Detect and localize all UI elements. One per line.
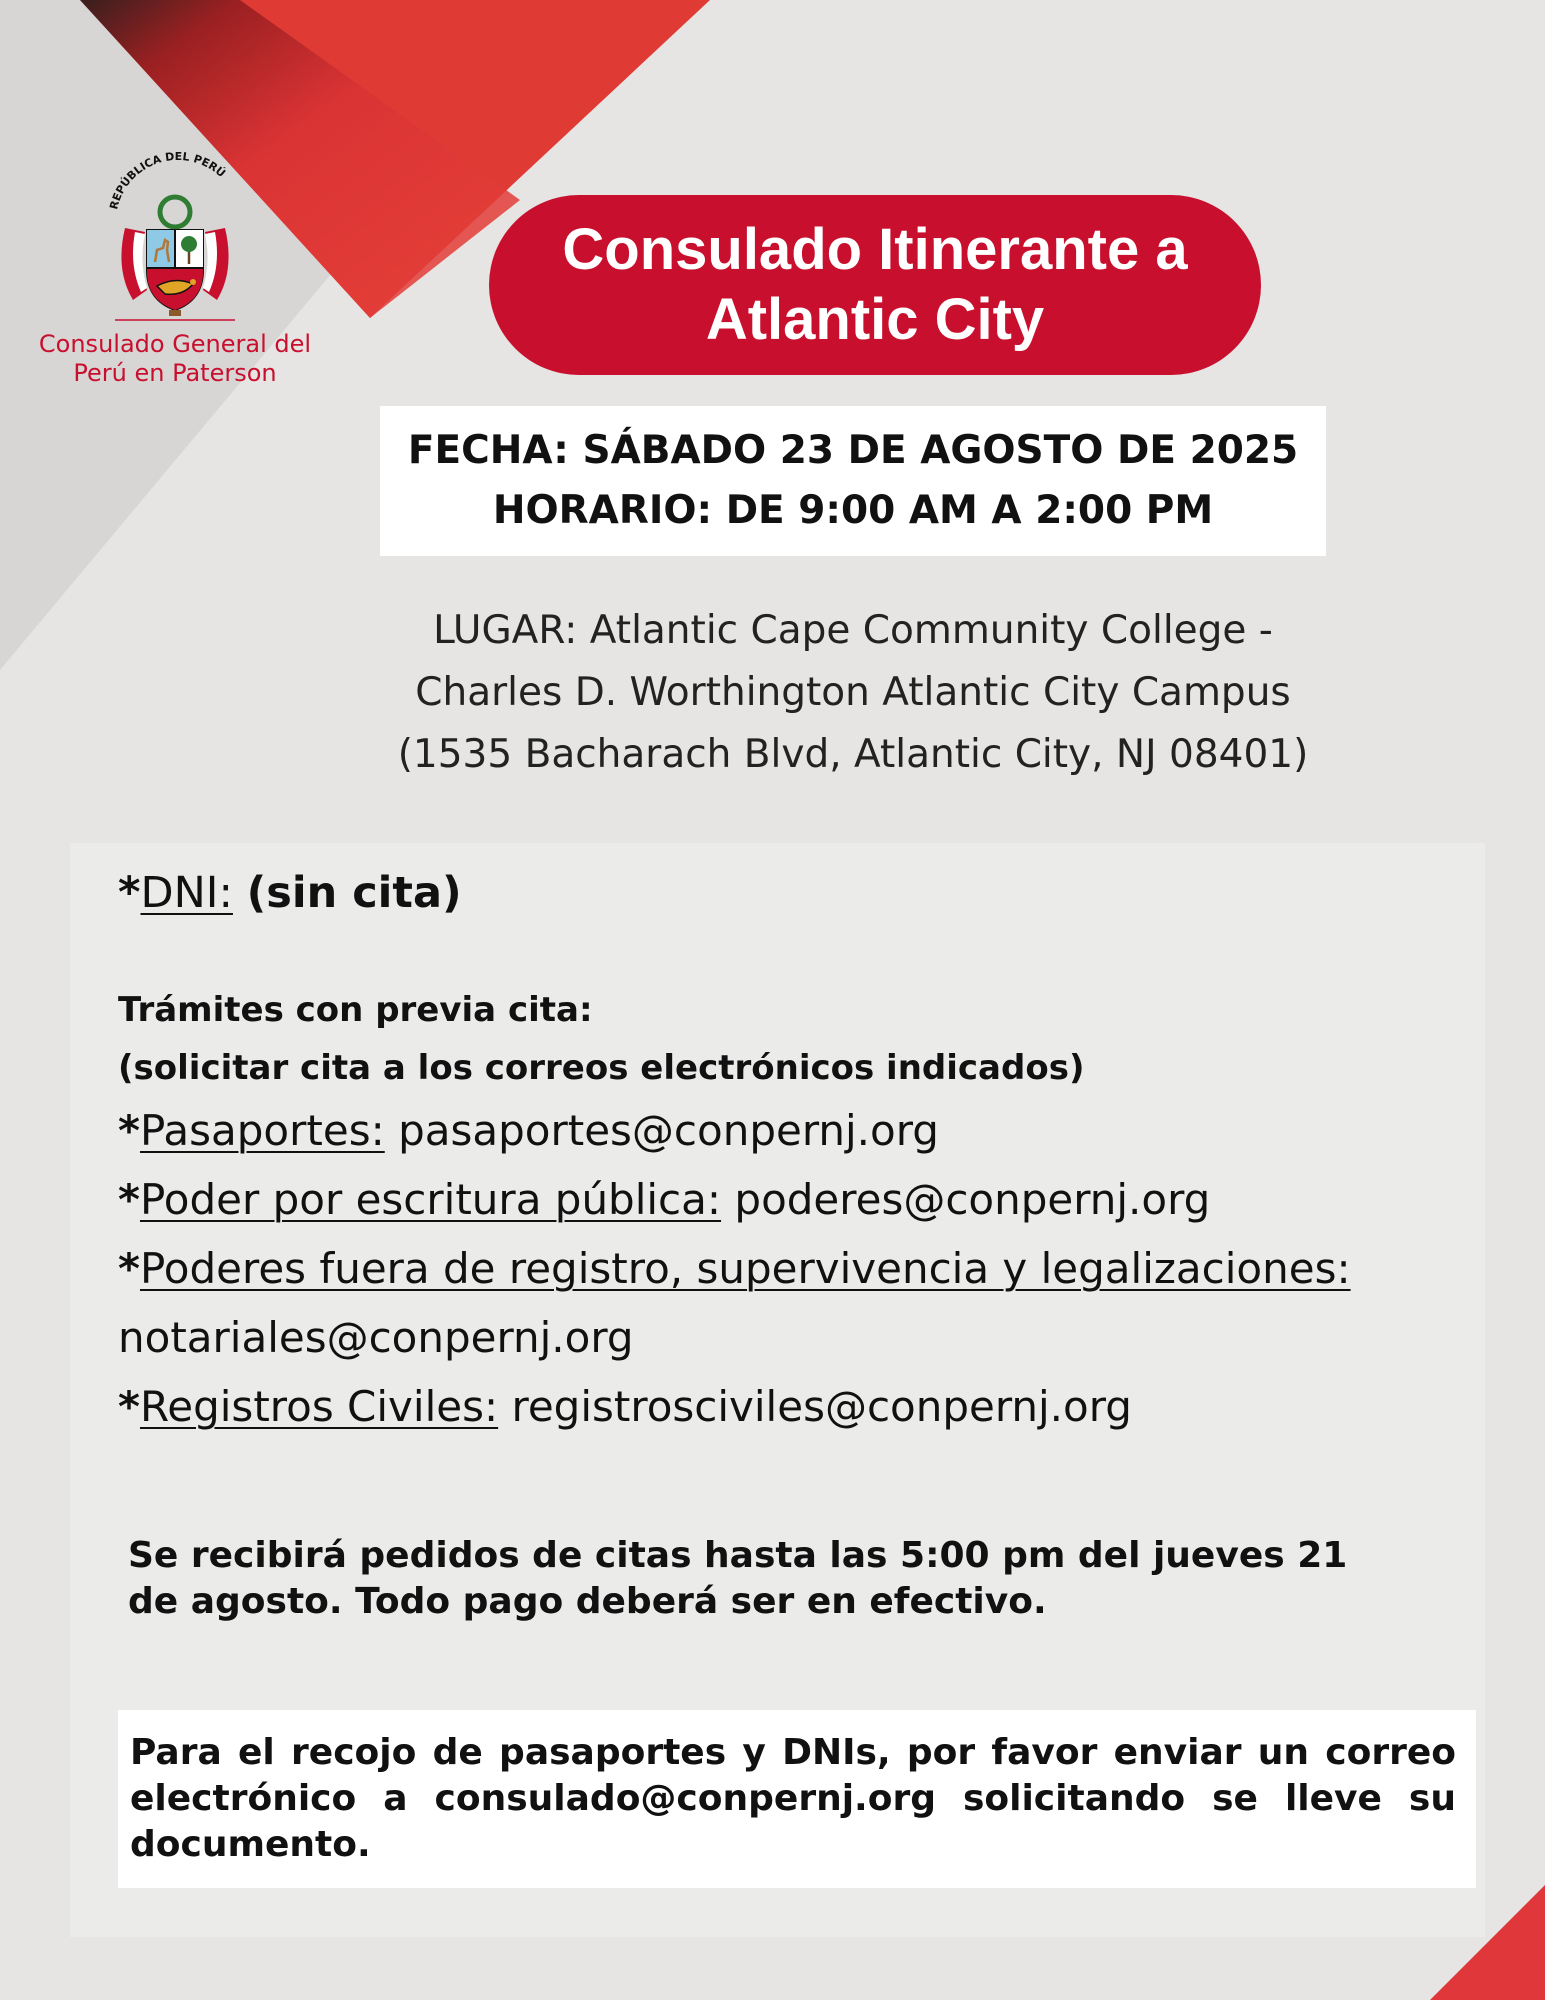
service-item-notariales (118, 1234, 1351, 1303)
event-title-banner (489, 195, 1261, 375)
appointments-heading (118, 981, 1084, 1097)
service-email-link[interactable]: pasaportes@conpernj.org (398, 1106, 939, 1155)
service-label: Poder por escritura pública: (139, 1175, 722, 1224)
logo-caption (30, 330, 320, 388)
appointment-deadline-notice (128, 1533, 1448, 1625)
dni-bullet: * (118, 868, 141, 918)
service-item-poderes (118, 1165, 1351, 1234)
dni-label: DNI: (140, 868, 233, 918)
event-title-line: Atlantic City (705, 287, 1045, 352)
dni-service (118, 863, 462, 923)
location-line: Charles D. Worthington Atlantic City Campus (415, 670, 1291, 715)
logo-caption-line: Perú en Paterson (73, 359, 277, 387)
service-bullet: * (118, 1106, 140, 1155)
consulate-logo (30, 150, 320, 388)
notice-line: Se recibirá pedidos de citas hasta las 5:00 pm del jueves 21 (128, 1535, 1348, 1576)
appointments-subtitle: (solicitar cita a los correos electrónicos indicados) (118, 1048, 1085, 1088)
appointments-title: Trámites con previa cita: (118, 990, 593, 1030)
seal-text: REPÚBLICA DEL PERÚ (107, 150, 228, 211)
location-line: (1535 Bacharach Blvd, Atlantic City, NJ 08401) (397, 732, 1309, 777)
service-bullet: * (118, 1382, 140, 1431)
services-list (118, 1096, 1351, 1441)
schedule-box (380, 406, 1326, 556)
event-hours: HORARIO: DE 9:00 AM A 2:00 PM (492, 488, 1214, 533)
service-email-link[interactable]: registrosciviles@conpernj.org (511, 1382, 1132, 1431)
service-email-link[interactable]: poderes@conpernj.org (734, 1175, 1211, 1224)
service-label: Registros Civiles: (139, 1382, 499, 1431)
service-item-notariales-email (118, 1303, 1351, 1372)
event-location (340, 600, 1366, 786)
peru-coat-of-arms-icon (95, 150, 255, 330)
event-date: FECHA: SÁBADO 23 DE AGOSTO DE 2025 (407, 428, 1299, 473)
service-bullet: * (118, 1175, 140, 1224)
pickup-info-box (118, 1710, 1476, 1888)
services-panel (70, 843, 1485, 1937)
event-title-line: Consulado Itinerante a (562, 217, 1188, 282)
notice-line: de agosto. Todo pago deberá ser en efectivo. (128, 1581, 1047, 1622)
pickup-info-text: Para el recojo de pasaportes y DNIs, por favor enviar un correo electrónico a consulado@conpernj.org solicitando se lleve su documento. (130, 1732, 1456, 1865)
dni-note: (sin cita) (246, 868, 462, 918)
location-line: LUGAR: Atlantic Cape Community College - (433, 608, 1273, 653)
logo-caption-line: Consulado General del (38, 330, 312, 358)
service-label: Pasaportes: (139, 1106, 385, 1155)
service-label: Poderes fuera de registro, supervivencia y legalizaciones: (139, 1244, 1351, 1293)
service-email-link[interactable]: notariales@conpernj.org (118, 1313, 634, 1362)
service-item-registros (118, 1372, 1351, 1441)
service-bullet: * (118, 1244, 140, 1293)
service-item-pasaportes (118, 1096, 1351, 1165)
